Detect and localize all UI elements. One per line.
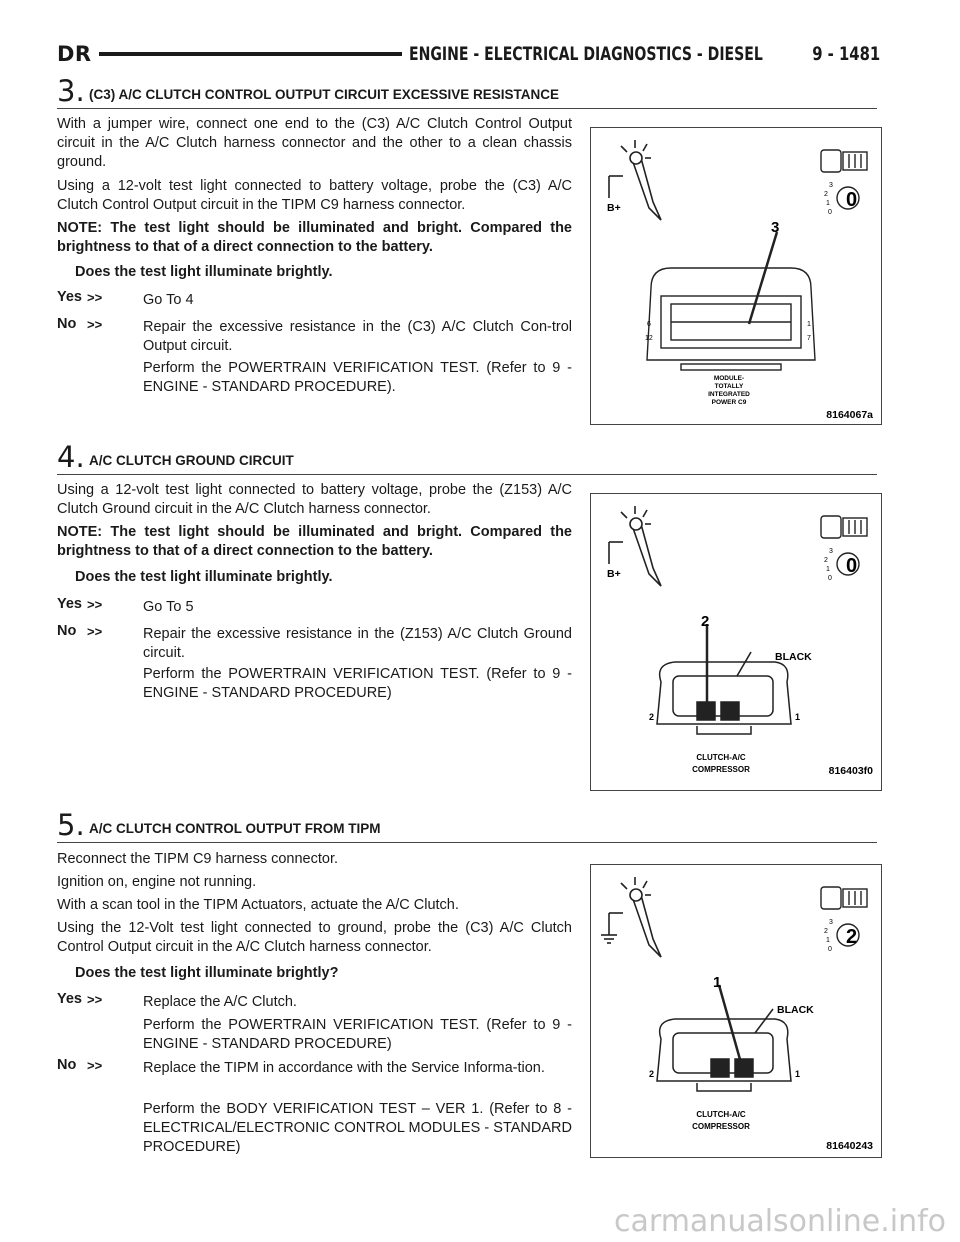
figure-tipm-c9 xyxy=(590,127,882,425)
section-title: A/C CLUTCH CONTROL OUTPUT FROM TIPM xyxy=(89,821,381,836)
figure-code: 816403f0 xyxy=(828,765,873,777)
answer-no-label: No xyxy=(57,1057,77,1073)
answer-yes-text: Go To 5 xyxy=(143,599,194,615)
svg-text:1: 1 xyxy=(713,974,722,991)
svg-text:2: 2 xyxy=(846,926,858,948)
answer-yes-label: Yes xyxy=(57,991,82,1007)
svg-text:2: 2 xyxy=(824,191,828,198)
svg-text:3: 3 xyxy=(829,919,833,926)
answer-no-label: No xyxy=(57,623,77,639)
svg-text:0: 0 xyxy=(828,575,832,582)
figure-clutch-control xyxy=(590,864,882,1158)
section-number: 5. xyxy=(57,808,85,842)
header-rule xyxy=(99,52,402,56)
svg-text:TOTALLY: TOTALLY xyxy=(714,383,744,390)
answer-yes-label: Yes xyxy=(57,289,82,305)
section-4-heading xyxy=(57,440,877,475)
bplus-label: B+ xyxy=(607,202,621,214)
figure-code: 8164067a xyxy=(826,409,873,421)
question: Does the test light illuminate brightly. xyxy=(75,569,333,585)
answer-arrow: >> xyxy=(87,597,103,612)
header-title: ENGINE - ELECTRICAL DIAGNOSTICS - DIESEL xyxy=(409,43,763,65)
svg-text:POWER C9: POWER C9 xyxy=(711,399,747,406)
page-header xyxy=(57,38,880,68)
answer-no-text-2: Perform the POWERTRAIN VERIFICATION TEST. (Refer to 9 - ENGINE - STANDARD PROCEDURE) xyxy=(143,666,572,701)
step-paragraph: Ignition on, engine not running. xyxy=(57,874,257,890)
section-number: 3. xyxy=(57,74,85,108)
header-page-number: 9 - 1481 xyxy=(811,43,880,65)
svg-text:COMPRESSOR: COMPRESSOR xyxy=(692,765,750,774)
svg-text:1: 1 xyxy=(807,321,811,328)
svg-text:1: 1 xyxy=(826,200,830,207)
note-paragraph: NOTE: The test light should be illuminated and bright. Compared the brightness to that of a direct connection to the battery. xyxy=(57,220,572,255)
answer-yes-text-2: Perform the POWERTRAIN VERIFICATION TEST. (Refer to 9 - ENGINE - STANDARD PROCEDURE) xyxy=(143,1017,572,1052)
section-title: A/C CLUTCH GROUND CIRCUIT xyxy=(89,453,294,468)
answer-yes-text: Go To 4 xyxy=(143,292,194,308)
svg-text:2: 2 xyxy=(824,928,828,935)
figure-clutch-ground xyxy=(590,493,882,791)
svg-text:CLUTCH-A/C: CLUTCH-A/C xyxy=(696,1110,746,1119)
bplus-label: B+ xyxy=(607,568,621,580)
watermark: carmanualsonline.info xyxy=(614,1204,946,1239)
svg-text:3: 3 xyxy=(829,182,833,189)
answer-arrow: >> xyxy=(87,624,103,639)
svg-text:BLACK: BLACK xyxy=(775,651,812,663)
svg-text:6: 6 xyxy=(647,321,651,328)
step-paragraph: Using a 12-volt test light connected to battery voltage, probe the (C3) A/C Clutch Control Output circuit in the TIPM C9 harness connector. xyxy=(57,178,572,213)
question: Does the test light illuminate brightly. xyxy=(75,264,333,280)
answer-arrow: >> xyxy=(87,1058,103,1073)
answer-no-text-2: Perform the POWERTRAIN VERIFICATION TEST. (Refer to 9 - ENGINE - STANDARD PROCEDURE). xyxy=(143,360,572,395)
answer-no-text: Repair the excessive resistance in the (Z153) A/C Clutch Ground circuit. xyxy=(143,626,572,661)
step-paragraph: With a jumper wire, connect one end to the (C3) A/C Clutch Control Output circuit in the A/C Clutch harness connector and the other to a clean chassis ground. xyxy=(57,116,572,170)
answer-arrow: >> xyxy=(87,992,103,1007)
note-paragraph: NOTE: The test light should be illuminated and bright. Compared the brightness to that of a direct connection to the battery. xyxy=(57,524,572,559)
svg-text:2: 2 xyxy=(824,557,828,564)
svg-text:2: 2 xyxy=(649,712,655,722)
svg-text:0: 0 xyxy=(846,555,858,577)
question: Does the test light illuminate brightly? xyxy=(75,965,339,981)
answer-yes-label: Yes xyxy=(57,596,82,612)
svg-text:0: 0 xyxy=(846,189,858,211)
svg-text:12: 12 xyxy=(645,335,653,342)
answer-yes-text: Replace the A/C Clutch. xyxy=(143,994,297,1010)
svg-text:INTEGRATED: INTEGRATED xyxy=(708,391,750,398)
svg-text:7: 7 xyxy=(807,335,811,342)
answer-no-label: No xyxy=(57,316,77,332)
svg-text:0: 0 xyxy=(828,946,832,953)
answer-arrow: >> xyxy=(87,290,103,305)
header-model: DR xyxy=(57,42,92,66)
svg-text:CLUTCH-A/C: CLUTCH-A/C xyxy=(696,753,746,762)
svg-text:MODULE-: MODULE- xyxy=(713,375,745,382)
svg-text:3: 3 xyxy=(771,219,780,236)
svg-text:0: 0 xyxy=(828,209,832,216)
svg-text:COMPRESSOR: COMPRESSOR xyxy=(692,1122,750,1131)
svg-text:1: 1 xyxy=(795,712,801,722)
step-paragraph: Using the 12-Volt test light connected to ground, probe the (C3) A/C Clutch Control Output circuit in the A/C Clutch harness connector. xyxy=(57,920,572,955)
section-title: (C3) A/C CLUTCH CONTROL OUTPUT CIRCUIT EXCESSIVE RESISTANCE xyxy=(89,87,560,102)
section-3-heading xyxy=(57,74,877,109)
step-paragraph: Using a 12-volt test light connected to battery voltage, probe the (Z153) A/C Clutch Ground circuit in the A/C Clutch harness connector. xyxy=(57,482,572,517)
step-paragraph: Reconnect the TIPM C9 harness connector. xyxy=(57,851,339,867)
svg-text:3: 3 xyxy=(829,548,833,555)
answer-no-text: Replace the TIPM in accordance with the Service Informa-tion. xyxy=(143,1060,545,1076)
answer-no-text-2: Perform the BODY VERIFICATION TEST – VER 1. (Refer to 8 - ELECTRICAL/ELECTRONIC CONTROL MODULES - STANDARD PROCEDURE) xyxy=(143,1101,572,1155)
figure-code: 81640243 xyxy=(826,1140,873,1152)
step-paragraph: With a scan tool in the TIPM Actuators, actuate the A/C Clutch. xyxy=(57,897,459,913)
section-number: 4. xyxy=(57,440,85,474)
svg-text:1: 1 xyxy=(826,937,830,944)
answer-arrow: >> xyxy=(87,317,103,332)
svg-text:2: 2 xyxy=(701,613,710,630)
svg-text:BLACK: BLACK xyxy=(777,1004,814,1016)
svg-text:1: 1 xyxy=(795,1069,801,1079)
answer-no-text: Repair the excessive resistance in the (C3) A/C Clutch Con-trol Output circuit. xyxy=(143,319,572,354)
section-5-heading xyxy=(57,808,877,843)
svg-text:1: 1 xyxy=(826,566,830,573)
svg-text:2: 2 xyxy=(649,1069,655,1079)
